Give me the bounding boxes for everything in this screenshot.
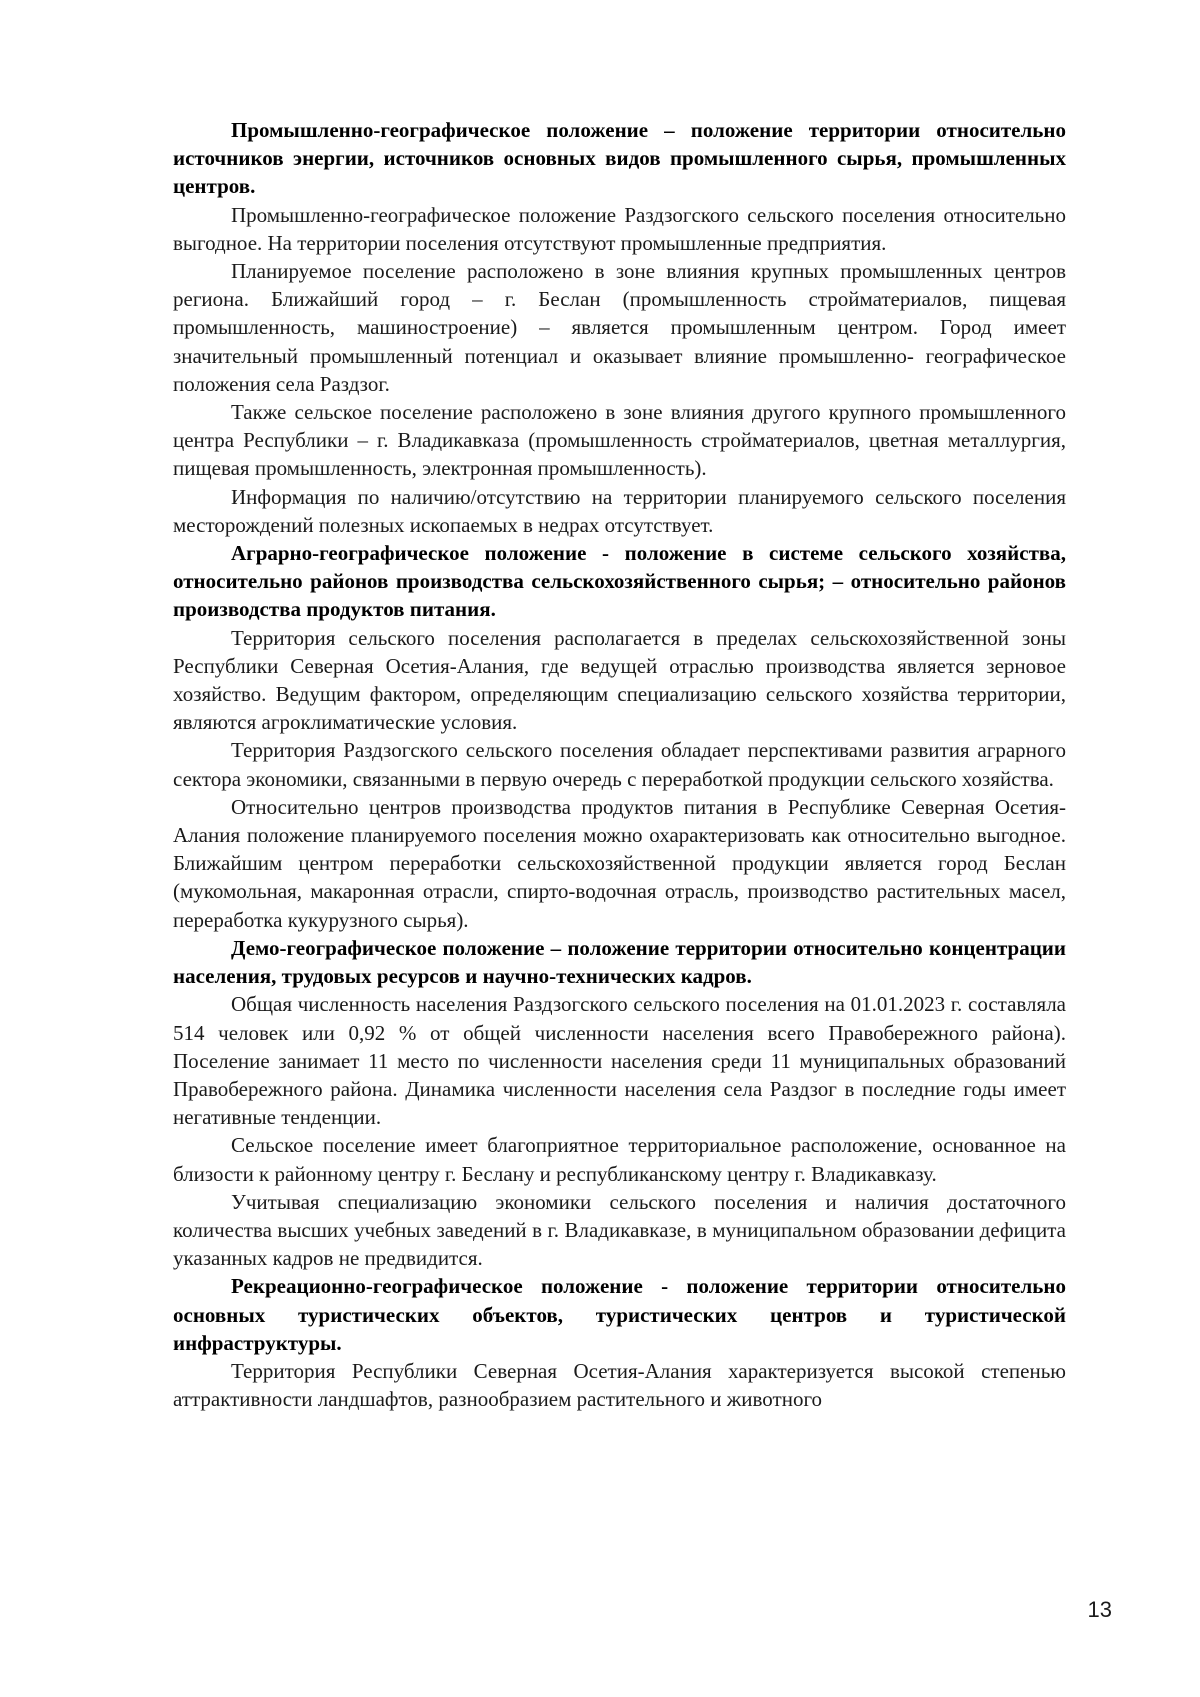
paragraph: Информация по наличию/отсутствию на территории планируемого сельского поселения месторождений полезных ископаемых в недрах отсутствует. (173, 484, 1066, 537)
paragraph: Промышленно-географическое положение Раздзогского сельского поселения относительно выгодное. На территории поселения отсутствуют промышленные предприятия. (173, 202, 1066, 255)
document-body (173, 116, 1066, 1413)
page-number: 13 (1087, 1597, 1112, 1622)
paragraph: Сельское поселение имеет благоприятное территориальное расположение, основанное на близости к районному центру г. Беслану и республиканскому центру г. Владикавказу. (173, 1133, 1066, 1186)
section-heading-demographic: Демо-географическое положение – положение территории относительно концентрации населения, трудовых ресурсов и научно-технических кадров. (173, 935, 1066, 989)
section-heading-industrial: Промышленно-географическое положение – положение территории относительно источников энергии, источников основных видов промышленного сырья, промышленных центров. (173, 118, 1066, 199)
paragraph: Также сельское поселение расположено в зоне влияния другого крупного промышленного центра Республики – г. Владикавказа (промышленность стройматериалов, цветная металлургия, пищевая промышленность, электронная промышленность). (173, 400, 1066, 481)
paragraph: Относительно центров производства продуктов питания в Республике Северная Осетия-Алания положение планируемого поселения можно охарактеризовать как относительно выгодное. Ближайшим центром переработки сельскохозяйственной продукции является город Беслан (мукомольная, макаронная отрасли, спирто-водочная отрасль, производство растительных масел, переработка кукурузного сырья). (173, 794, 1066, 932)
paragraph: Учитывая специализацию экономики сельского поселения и наличия достаточного количества высших учебных заведений в г. Владикавказе, в муниципальном образовании дефицита указанных кадров не предвидится. (173, 1189, 1066, 1271)
paragraph: Планируемое поселение расположено в зоне влияния крупных промышленных центров региона. Ближайший город – г. Беслан (промышленность стройматериалов, пищевая промышленность, машиностроение) – является промышленным центром. Город имеет значительный промышленный потенциал и оказывает влияние промышленно- географическое положения села Раздзог. (173, 259, 1066, 396)
paragraph: Территория Раздзогского сельского поселения обладает перспективами развития аграрного сектора экономики, связанными в первую очередь с переработкой продукции сельского хозяйства. (173, 738, 1066, 791)
section-heading-recreational: Рекреационно-географическое положение - положение территории относительно основных туристических объектов, туристических центров и туристической инфраструктуры. (173, 1274, 1066, 1355)
paragraph: Территория Республики Северная Осетия-Алания характеризуется высокой степенью аттрактивности ландшафтов, разнообразием растительного и животного (173, 1358, 1066, 1412)
section-heading-agrarian: Аграрно-географическое положение - положение в системе сельского хозяйства, относительно районов производства сельскохозяйственного сырья; – относительно районов производства продуктов питания. (173, 541, 1066, 622)
paragraph: Общая численность населения Раздзогского сельского поселения на 01.01.2023 г. составляла 514 человек или 0,92 % от общей численности населения всего Правобережного района). Поселение занимает 11 место по численности населения среди 11 муниципальных образований Правобережного района. Динамика численности населения села Раздзог в последние годы имеет негативные тенденции. (173, 992, 1066, 1130)
paragraph: Территория сельского поселения располагается в пределах сельскохозяйственной зоны Республики Северная Осетия-Алания, где ведущей отраслью производства является зерновое хозяйство. Ведущим фактором, определяющим специализацию сельского хозяйства территории, являются агроклиматические условия. (173, 625, 1066, 735)
